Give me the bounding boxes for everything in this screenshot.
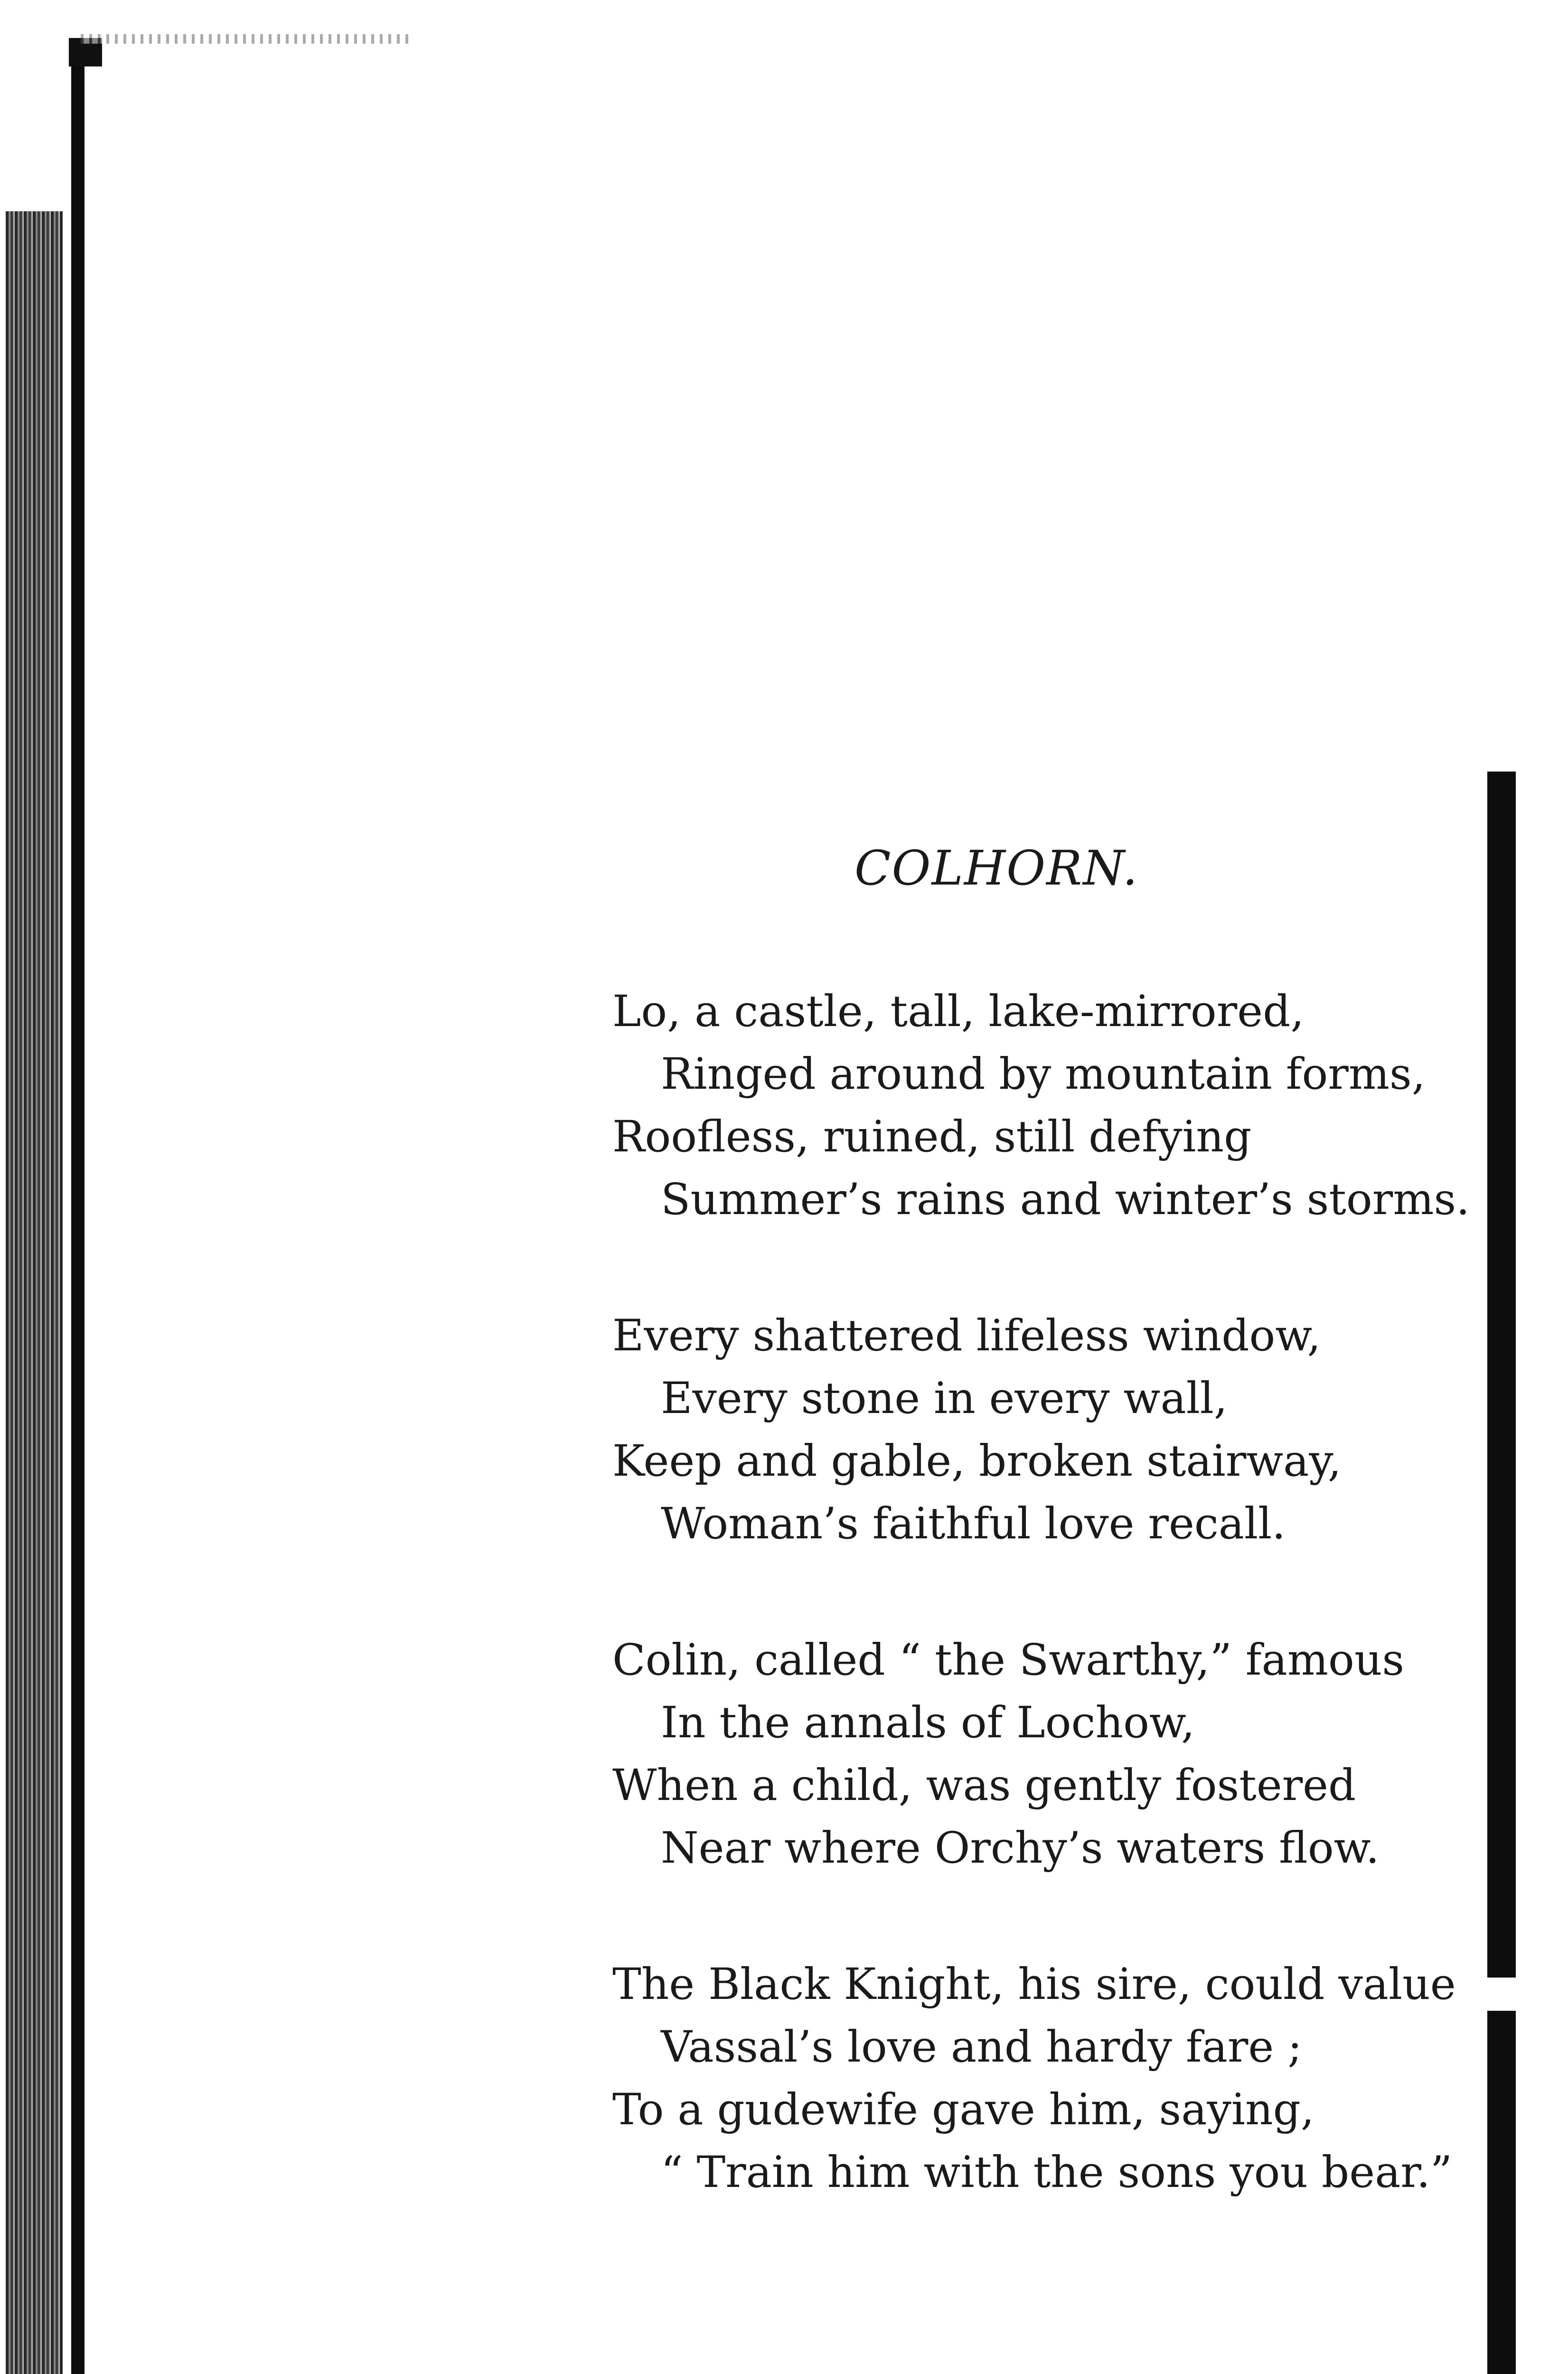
right-edge-gap bbox=[1487, 1978, 1516, 2011]
stanza-3 bbox=[612, 1629, 1457, 1880]
poem-title: COLHORN. bbox=[854, 840, 1139, 896]
poem-line: Every shattered lifeless window, bbox=[612, 1311, 1321, 1361]
stanza-4 bbox=[612, 1953, 1457, 2204]
left-page-edge bbox=[71, 38, 85, 2374]
poem-line: Every stone in every wall, bbox=[661, 1374, 1228, 1423]
poem-line: Lo, a castle, tall, lake-mirrored, bbox=[612, 987, 1305, 1036]
poem-line: Colin, called “ the Swarthy,” famous bbox=[612, 1635, 1405, 1685]
stanza-2 bbox=[612, 1305, 1457, 1555]
poem-line: Roofless, ruined, still defying bbox=[612, 1112, 1252, 1162]
poem-line: The Black Knight, his sire, could value bbox=[612, 1959, 1456, 2009]
scanned-spine-edge bbox=[6, 211, 63, 2374]
poem-line: Near where Orchy’s waters flow. bbox=[661, 1823, 1380, 1873]
poem-line: To a gudewife gave him, saying, bbox=[612, 2085, 1314, 2135]
poem-line: Ringed around by mountain forms, bbox=[661, 1049, 1426, 1099]
top-page-edge bbox=[81, 34, 413, 44]
poem-line: “ Train him with the sons you bear.” bbox=[661, 2148, 1453, 2197]
poem-line: Summer’s rains and winter’s storms. bbox=[661, 1175, 1470, 1225]
stanza-1 bbox=[612, 980, 1470, 1231]
right-page-edge bbox=[1487, 772, 1516, 2374]
poem-body bbox=[612, 980, 1470, 2278]
poem-line: When a child, was gently fostered bbox=[612, 1761, 1356, 1810]
poem-line: Woman’s faithful love recall. bbox=[661, 1499, 1286, 1549]
poem-line: In the annals of Lochow, bbox=[661, 1698, 1195, 1748]
poem-line: Vassal’s love and hardy fare ; bbox=[661, 2022, 1302, 2072]
poem-line: Keep and gable, broken stairway, bbox=[612, 1436, 1342, 1486]
